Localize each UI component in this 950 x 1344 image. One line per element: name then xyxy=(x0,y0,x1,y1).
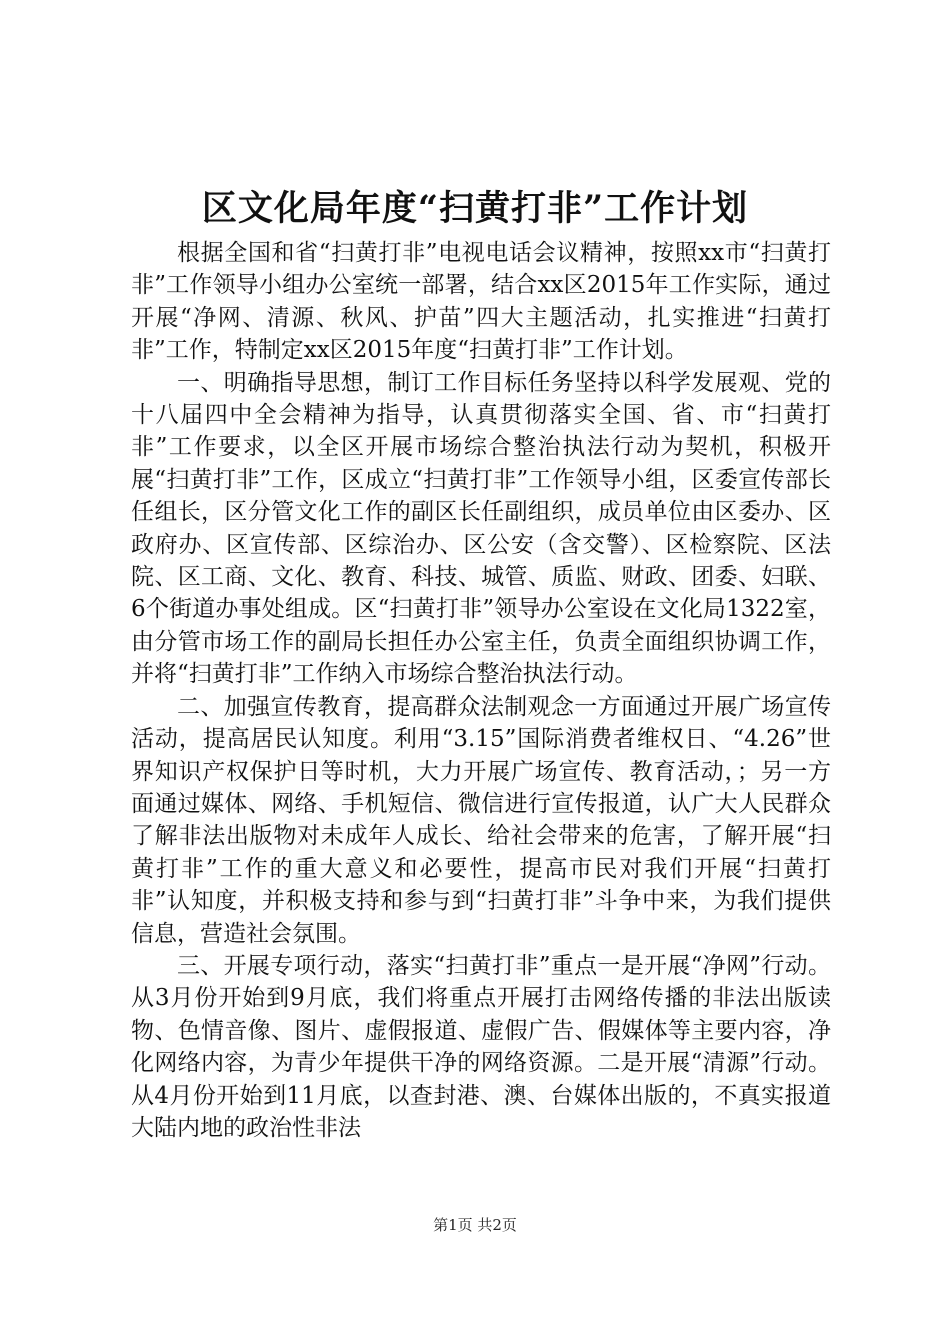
paragraph-section-1: 一、明确指导思想，制订工作目标任务坚持以科学发展观、党的十八届四中全会精神为指导，认真贯彻落实全国、省、市“扫黄打非”工作要求，以全区开展市场综合整治执法行动为契机，积极开展“扫黄打非”工作，区成立“扫黄打非”工作领导小组，区委宣传部长任组长，区分管文化工作的副区长任副组织，成员单位由区委办、区政府办、区宣传部、区综治办、区公安（含交警）、区检察院、区法院、区工商、文化、教育、科技、城管、质监、财政、团委、妇联、6个街道办事处组成。区“扫黄打非”领导办公室设在文化局1322室，由分管市场工作的副局长担任办公室主任，负责全面组织协调工作，并将“扫黄打非”工作纳入市场综合整治执法行动。 xyxy=(131,369,831,688)
paragraph-section-3: 三、开展专项行动，落实“扫黄打非”重点一是开展“净网”行动。从3月份开始到9月底，我们将重点开展打击网络传播的非法出版读物、色情音像、图片、虚假报道、虚假广告、假媒体等主要内容，净化网络内容，为青少年提供干净的网络资源。二是开展“清源”行动。从4月份开始到11月底，以查封港、澳、台媒体出版的，不真实报道大陆内地的政治性非法 xyxy=(131,952,831,1141)
paragraph-section-2: 二、加强宣传教育，提高群众法制观念一方面通过开展广场宣传活动，提高居民认知度。利用“3.15”国际消费者维权日、“4.26”世界知识产权保护日等时机，大力开展广场宣传、教育活动，；另一方面通过媒体、网络、手机短信、微信进行宣传报道，认广大人民群众了解非法出版物对未成年人成长、给社会带来的危害，了解开展“扫黄打非”工作的重大意义和必要性，提高市民对我们开展“扫黄打非”认知度，并积极支持和参与到“扫黄打非”斗争中来，为我们提供信息，营造社会氛围。 xyxy=(131,693,831,947)
page-footer: 第1页 共2页 xyxy=(433,1216,517,1234)
document-body xyxy=(131,237,831,1144)
paragraph-intro: 根据全国和省“扫黄打非”电视电话会议精神，按照xx市“扫黄打非”工作领导小组办公室统一部署，结合xx区2015年工作实际，通过开展“净网、清源、秋风、护苗”四大主题活动，扎实推进“扫黄打非”工作，特制定xx区2015年度“扫黄打非”工作计划。 xyxy=(131,240,831,364)
document-title: 区文化局年度“扫黄打非”工作计划 xyxy=(201,188,749,229)
